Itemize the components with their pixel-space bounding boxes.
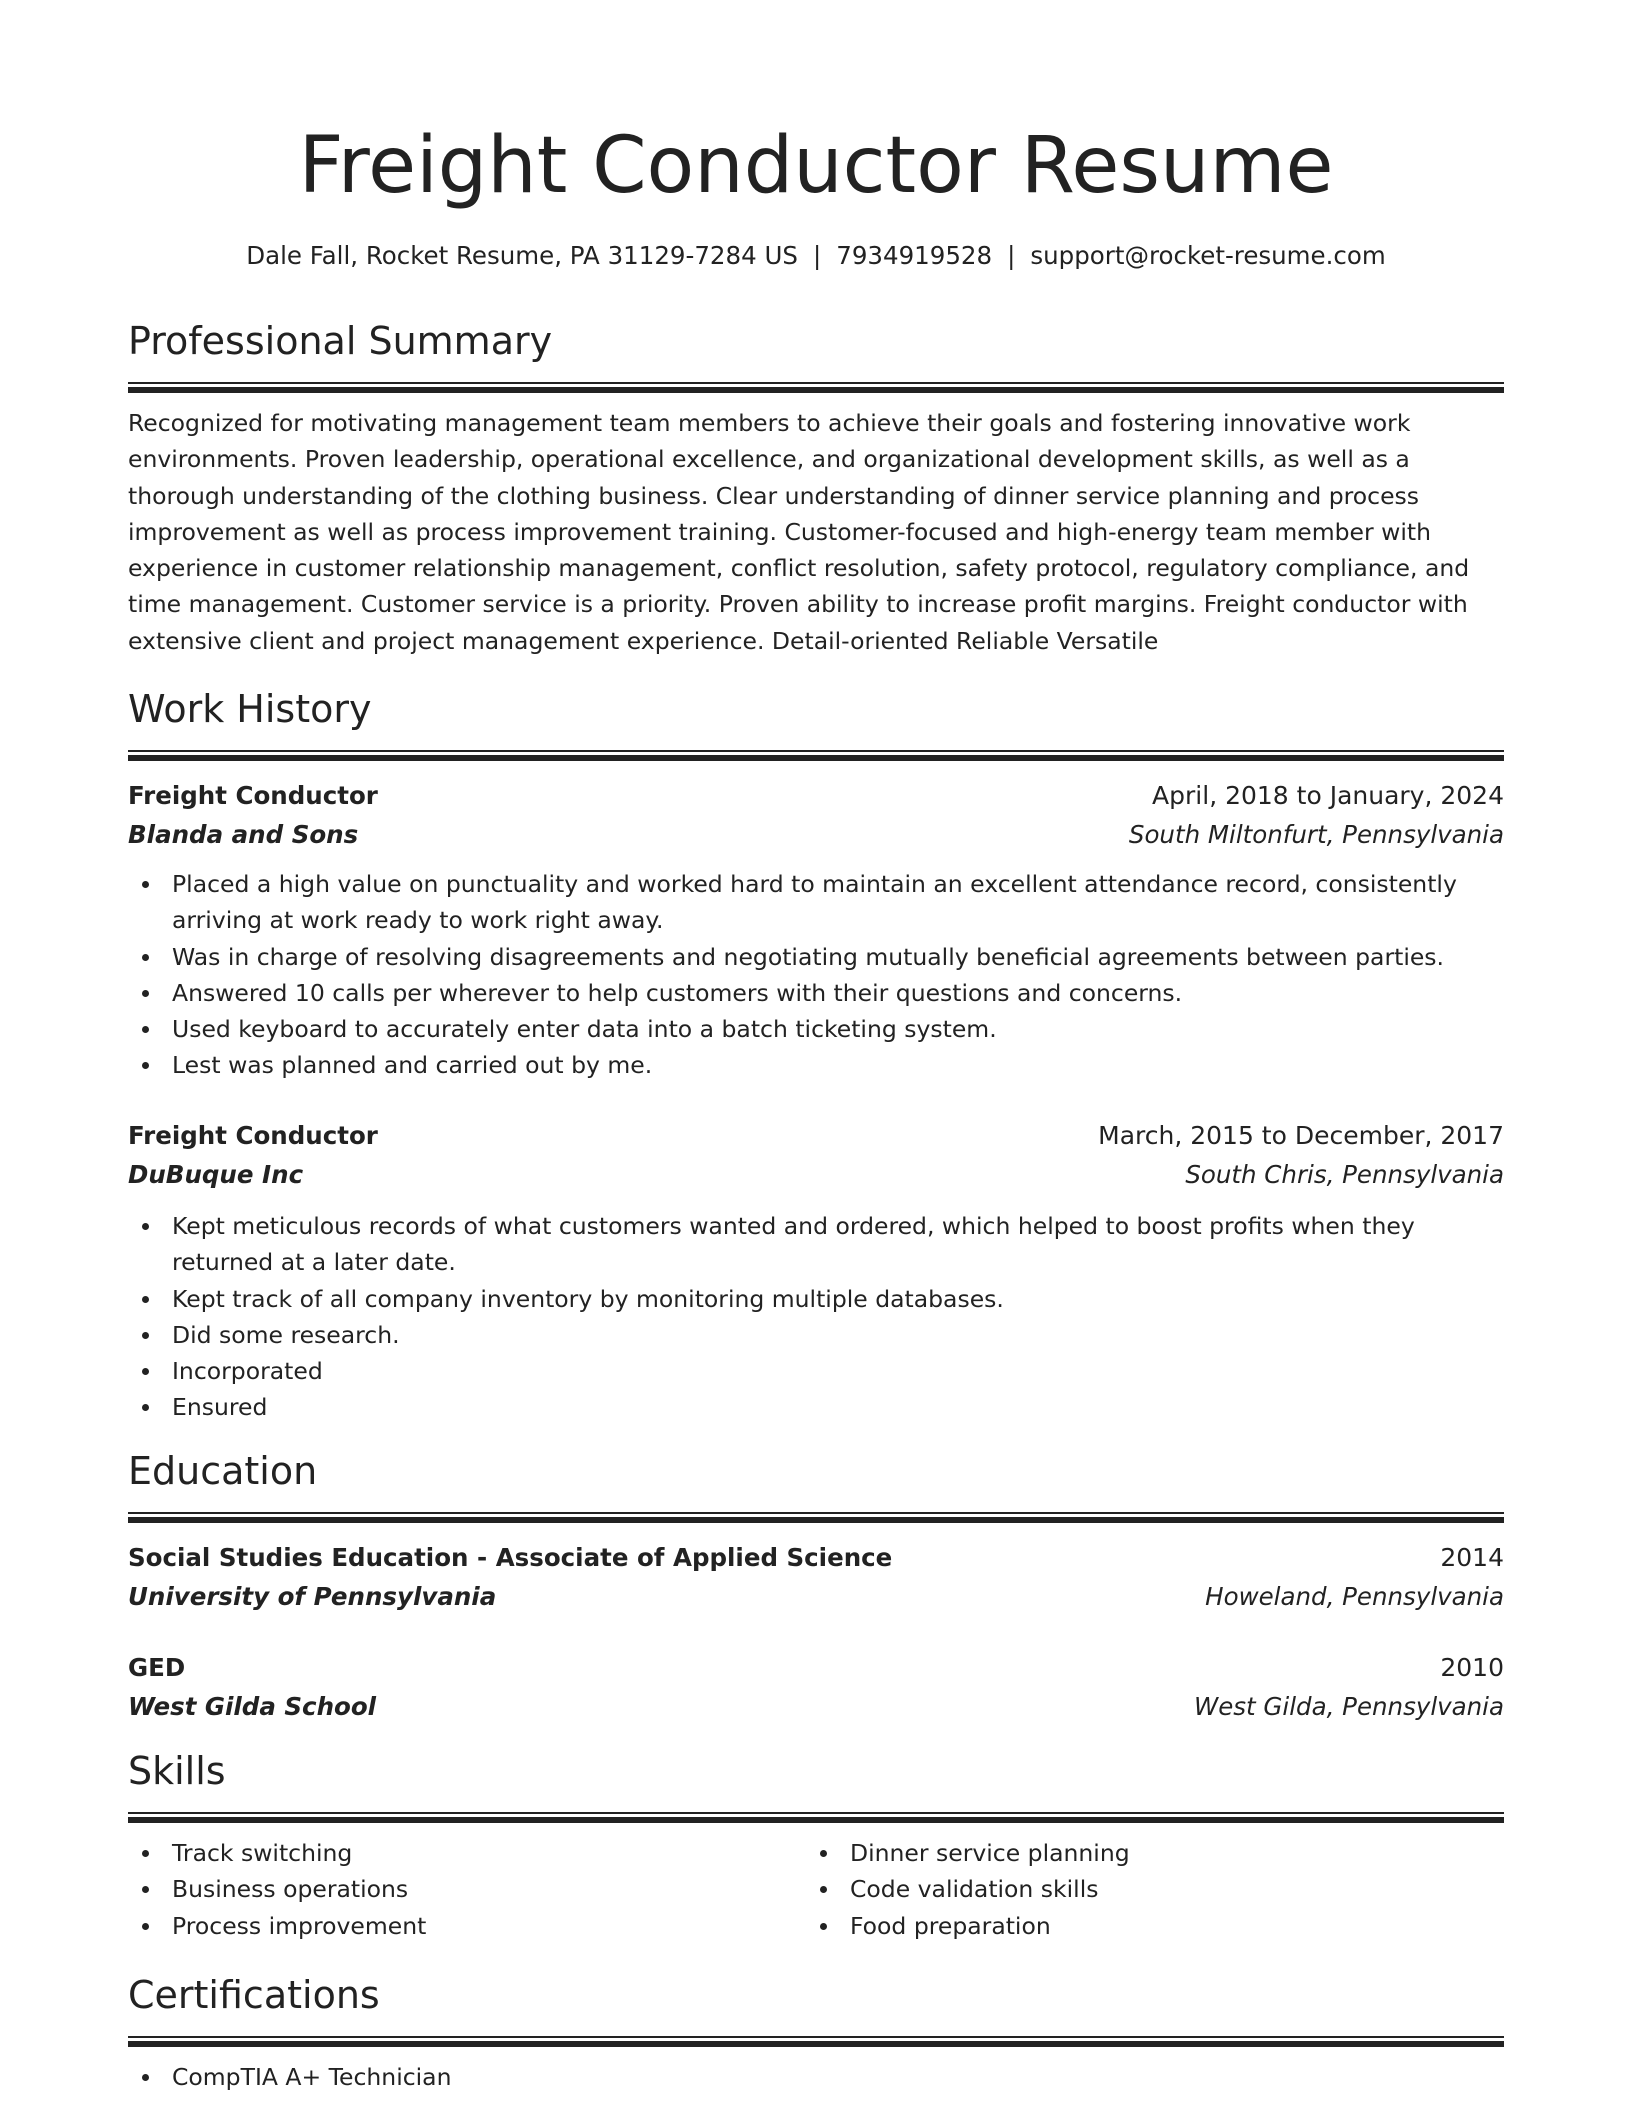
job-title: Freight Conductor: [128, 1121, 378, 1150]
education-school: West Gilda School: [128, 1692, 377, 1721]
contact-phone: 7934919528: [836, 241, 993, 270]
education-school: University of Pennsylvania: [128, 1582, 497, 1611]
section-heading: Education: [128, 1449, 318, 1493]
contact-separator: |: [1007, 241, 1016, 270]
resume-title: Freight Conductor Resume: [298, 121, 1334, 211]
job-location: South Chris, Pennsylvania: [1185, 1160, 1504, 1189]
list-item: Lest was planned and carried out by me.: [128, 1047, 1504, 1083]
list-item: Process improvement: [128, 1908, 806, 1944]
list-item: Ensured: [128, 1389, 1504, 1425]
education-year: 2014: [1440, 1543, 1504, 1572]
section-divider: [128, 382, 1504, 393]
contact-line: [128, 236, 1504, 276]
job-dates: April, 2018 to January, 2024: [1152, 781, 1504, 810]
section-heading: Work History: [128, 687, 372, 731]
list-item: Did some research.: [128, 1317, 1504, 1353]
summary-text: Recognized for motivating management team members to achieve their goals and fostering innovative work environments. Proven leadership, operational excellence, and organizational development skills, as well as a thorough understanding of the clothing business. Clear understanding of dinner service planning and process improvement as well as process improvement training. Customer-focused and high-energy team member with experience in customer relationship management, conflict resolution, safety protocol, regulatory compliance, and time management. Customer service is a priority. Proven ability to increase profit margins. Freight conductor with extensive client and project management experience. Detail-oriented Reliable Versatile: [128, 409, 1470, 655]
list-item: Kept meticulous records of what customers wanted and ordered, which helped to boost profits when they returned at a later date.: [128, 1208, 1504, 1281]
list-item: Used keyboard to accurately enter data into a batch ticketing system.: [128, 1011, 1504, 1047]
section-divider: [128, 2036, 1504, 2047]
education-location: Howeland, Pennsylvania: [1205, 1582, 1504, 1611]
education-entry: [128, 1538, 1504, 1616]
contact-separator: |: [812, 241, 822, 270]
list-item: Track switching: [128, 1835, 806, 1871]
list-item: Dinner service planning: [806, 1835, 1484, 1871]
list-item: CompTIA A+ Technician: [128, 2059, 1504, 2095]
job-entry: [128, 776, 1504, 1084]
list-item: Incorporated: [128, 1353, 1504, 1389]
section-divider: [128, 1512, 1504, 1523]
section-heading: Certifications: [128, 1973, 380, 2017]
list-item: Placed a high value on punctuality and worked hard to maintain an excellent attendance record, consistently arriving at work ready to work right away.: [128, 866, 1504, 939]
summary-section: [128, 316, 1504, 659]
job-company: DuBuque Inc: [128, 1160, 304, 1189]
job-bullets: [128, 1208, 1504, 1426]
section-heading: Professional Summary: [128, 319, 553, 363]
list-item: Kept track of all company inventory by monitoring multiple databases.: [128, 1281, 1504, 1317]
list-item: Food preparation: [806, 1908, 1484, 1944]
job-title: Freight Conductor: [128, 781, 378, 810]
list-item: Business operations: [128, 1871, 806, 1907]
list-item: Was in charge of resolving disagreements and negotiating mutually beneficial agreements between parties.: [128, 939, 1504, 975]
education-degree: GED: [128, 1653, 186, 1682]
education-section: [128, 1446, 1504, 1523]
education-entry: [128, 1648, 1504, 1726]
skills-grid: [128, 1835, 1504, 1944]
education-degree: Social Studies Education - Associate of Applied Science: [128, 1543, 893, 1572]
section-divider: [128, 1812, 1504, 1823]
skills-column-left: [128, 1835, 806, 1944]
certifications-section: [128, 1970, 1504, 2095]
job-dates: March, 2015 to December, 2017: [1098, 1121, 1504, 1150]
job-bullets: [128, 866, 1504, 1084]
job-company: Blanda and Sons: [128, 820, 359, 849]
skills-section: [128, 1746, 1504, 1944]
certifications-list: [128, 2059, 1504, 2095]
skills-column-right: [806, 1835, 1484, 1944]
list-item: Code validation skills: [806, 1871, 1484, 1907]
section-heading: Skills: [128, 1749, 226, 1793]
contact-email: support@rocket-resume.com: [1030, 241, 1386, 270]
list-item: Answered 10 calls per wherever to help customers with their questions and concerns.: [128, 975, 1504, 1011]
work-history-section: [128, 684, 1504, 761]
education-year: 2010: [1440, 1653, 1504, 1682]
section-divider: [128, 750, 1504, 761]
job-location: South Miltonfurt, Pennsylvania: [1128, 820, 1504, 849]
job-entry: [128, 1116, 1504, 1426]
contact-address: Dale Fall, Rocket Resume, PA 31129-7284 US: [246, 241, 798, 270]
education-location: West Gilda, Pennsylvania: [1193, 1692, 1504, 1721]
